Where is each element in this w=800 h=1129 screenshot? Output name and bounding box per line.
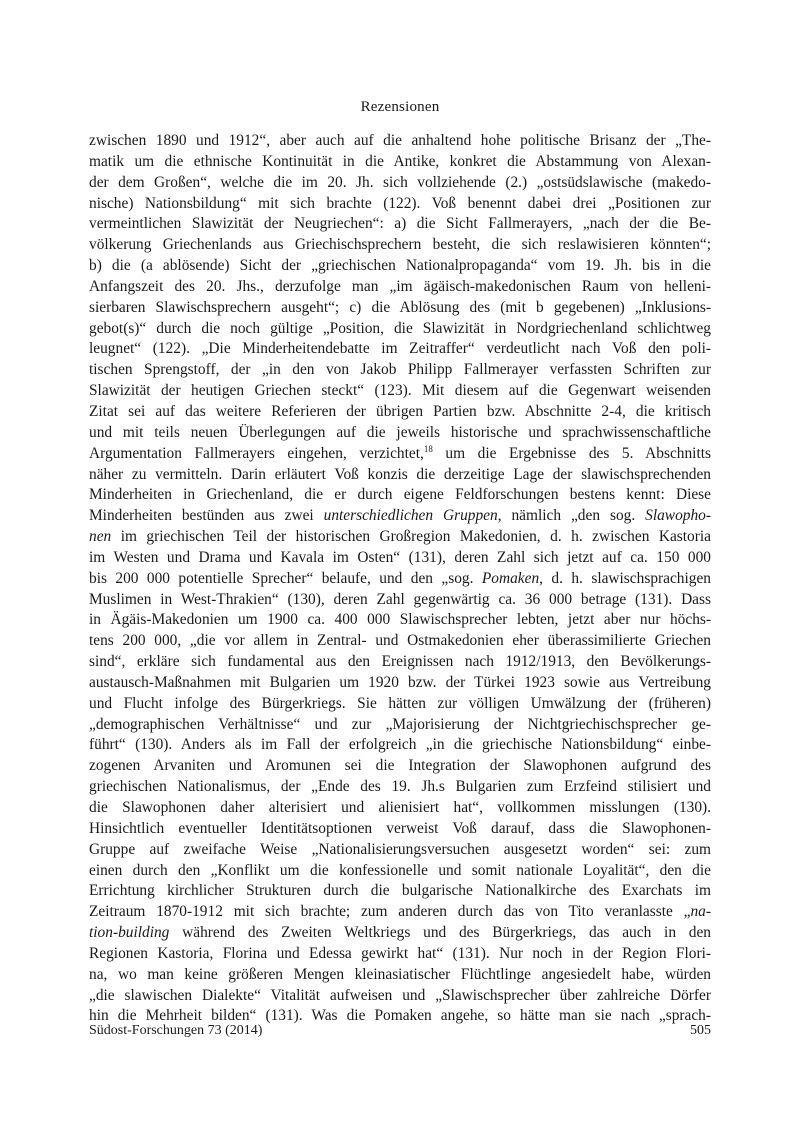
text-line: im Westen und Drama und Kavala im Osten“ (131), deren Zahl sich jetzt auf ca. 150 000 xyxy=(89,548,711,566)
text-line: und Flucht infolge des Bürgerkriegs. Sie hätten zur völligen Umwälzung der (früheren) xyxy=(89,694,711,712)
italic-emphasis: unterschiedlichen Gruppen xyxy=(323,507,498,525)
text-line: Muslimen in West-Thrakien“ (130), deren Zahl gegenwärtig ca. 36 000 betrage (131). Dass xyxy=(89,590,711,608)
text-line: tischen Sprengstoff, der „in den von Jakob Philipp Fallmerayer verfassten Schriften zur xyxy=(89,361,711,379)
text-line: gebot(s)“ durch die noch gültige „Position, die Slawizität in Nordgriechenland schlichtweg xyxy=(89,319,711,337)
text-line: Slawizität der heutigen Griechen steckt“ (123). Mit diesem auf die Gegenwart weisenden xyxy=(89,382,711,400)
text-line: bis 200 000 potentielle Sprecher“ belaufe, und den „sog. Pomaken, d. h. slawischsprachigen xyxy=(89,569,711,587)
text-line: hin die Mehrheit bilden“ (131). Was die Pomaken angehe, so hätte man sie nach „sprach- xyxy=(89,1007,711,1025)
text-line: der dem Großen“, welche die im 20. Jh. sich vollziehende (2.) „ostsüdslawische (makedo- xyxy=(89,173,711,191)
journal-citation: Südost-Forschungen 73 (2014) xyxy=(89,1023,263,1038)
text-line: Errichtung kirchlicher Strukturen durch die bulgarische Nationalkirche des Exarchats im xyxy=(89,882,711,900)
text-line: nische) Nationsbildung“ mit sich brachte (122). Voß benennt dabei drei „Positionen zur xyxy=(89,194,711,212)
text-line: na, wo man keine größeren Mengen kleinasiatischer Flüchtlinge angesiedelt habe, würden xyxy=(89,965,711,983)
running-head: Rezensionen xyxy=(360,99,440,115)
text-line: und mit teils neuen Überlegungen auf die jeweils historische und sprachwissenschaftliche xyxy=(89,423,711,441)
text-line: matik um die ethnische Kontinuität in die Antike, konkret die Abstammung von Alexan- xyxy=(89,152,711,170)
text-line: sierbaren Slawischsprechern ausgeht“; c) die Ablösung des (mit b gegebenen) „Inklusions- xyxy=(89,298,711,316)
text-line: einen durch den „Konflikt um die konfessionelle und somit nationale Loyalität“, den die xyxy=(89,861,711,879)
review-body-text xyxy=(89,131,711,1027)
text-line: Zitat sei auf das weitere Referieren der übrigen Partien bzw. Abschnitte 2-4, die kritisch xyxy=(89,402,711,420)
page-number: 505 xyxy=(690,1023,711,1038)
text-line: Hinsichtlich eventueller Identitätsoptionen verweist Voß darauf, dass die Slawophonen- xyxy=(89,819,711,837)
text-line: tens 200 000, „die vor allem in Zentral- und Ostmakedonien eher überassimilierte Griechen xyxy=(89,632,711,650)
italic-emphasis: na- xyxy=(690,903,711,921)
text-line: austausch-Maßnahmen mit Bulgarien um 1920 bzw. der Türkei 1923 sowie aus Vertreibung xyxy=(89,673,711,691)
text-line: völkerung Griechenlands aus Griechischsprechern besteht, die sich reslawisieren könnten“; xyxy=(89,236,711,254)
text-line: zogenen Arvaniten und Aromunen sei die Integration der Slawophonen aufgrund des xyxy=(89,757,711,775)
text-line: griechischen Nationalismus, der „Ende des 19. Jh.s Bulgarien zum Erzfeind stilisiert und xyxy=(89,778,711,796)
text-line: tion-building während des Zweiten Weltkriegs und des Bürgerkriegs, das auch in den xyxy=(89,924,711,942)
text-line: Zeitraum 1870-1912 mit sich brachte; zum anderen durch das von Tito veranlasste „na- xyxy=(89,903,711,921)
text-line: Minderheiten in Griechenland, die er durch eigene Feldforschungen bestens kennt: Diese xyxy=(89,486,711,504)
text-line: sind“, erkläre sich fundamental aus den Ereignissen nach 1912/1913, den Bevölkerungs- xyxy=(89,653,711,671)
text-line: näher zu vermitteln. Darin erläutert Voß konzis die derzeitige Lage der slawischsprechenden xyxy=(89,465,711,483)
text-line: in Ägäis-Makedonien um 1900 ca. 400 000 Slawischsprecher lebten, jetzt aber nur höchs- xyxy=(89,611,711,629)
text-line: „die slawischen Dialekte“ Vitalität aufweisen und „Slawischsprecher über zahlreiche Dörfer xyxy=(89,986,711,1004)
text-line: b) die (a ablösende) Sicht der „griechischen Nationalpropaganda“ vom 19. Jh. bis in die xyxy=(89,257,711,275)
italic-emphasis: Slawopho- xyxy=(645,507,711,525)
text-line: Gruppe auf zweifache Weise „Nationalisierungsversuchen ausgesetzt worden“ sei: zum xyxy=(89,840,711,858)
italic-emphasis: nen xyxy=(89,528,112,546)
text-line: zwischen 1890 und 1912“, aber auch auf die anhaltend hohe politische Brisanz der „The- xyxy=(89,132,711,149)
text-line: Anfangszeit des 20. Jhs., derzufolge man „im ägäisch-makedonischen Raum von helleni- xyxy=(89,277,711,295)
text-line: Argumentation Fallmerayers eingehen, verzichtet,$^{18}$ um die Ergebnisse des 5. Abschnitts xyxy=(89,443,712,462)
italic-emphasis: Pomaken xyxy=(481,569,540,587)
text-line: führt“ (130). Anders als im Fall der erfolgreich „in die griechische Nationsbildung“ einbe- xyxy=(89,736,711,754)
text-line: Regionen Kastoria, Florina und Edessa gewirkt hat“ (131). Nur noch in der Region Flori- xyxy=(89,944,711,962)
text-line: leugnet“ (122). „Die Minderheitendebatte im Zeitraffer“ verdeutlicht nach Voß den poli- xyxy=(89,340,711,358)
text-line: vermeintlichen Slawizität der Neugriechen“: a) die Sicht Fallmerayers, „nach der die Be- xyxy=(89,215,711,233)
italic-emphasis: tion-building xyxy=(89,924,170,942)
text-line: Minderheiten bestünden aus zwei unterschiedlichen Gruppen, nämlich „den sog. Slawopho- xyxy=(89,507,711,525)
text-line: die Slawophonen daher alterisiert und alienisiert hat“, vollkommen misslungen (130). xyxy=(89,799,711,816)
text-line: „demographischen Verhältnisse“ und zur „Majorisierung der Nichtgriechischsprecher ge- xyxy=(89,715,711,733)
footnote-marker[interactable]: 18 xyxy=(423,443,433,454)
text-line: nen im griechischen Teil der historischen Großregion Makedonien, d. h. zwischen Kastoria xyxy=(89,528,711,546)
